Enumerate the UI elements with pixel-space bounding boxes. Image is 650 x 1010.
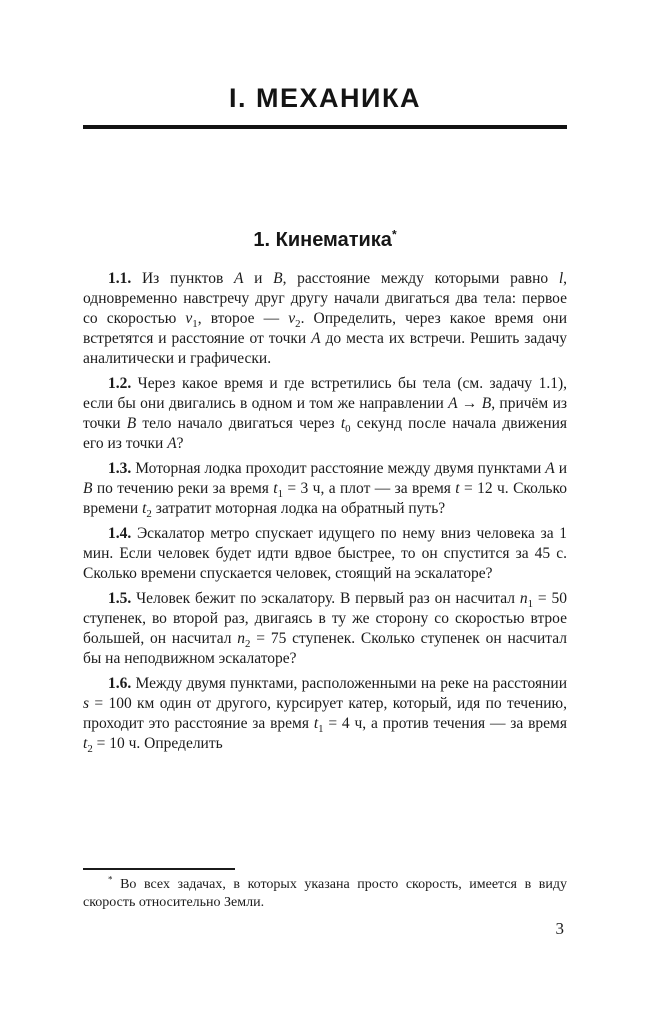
chapter-title: I. МЕХАНИКА — [229, 83, 421, 113]
footnote-body: Во всех задачах, в которых указана просто скорость, имеется в виду скорость относительно Земли. — [83, 876, 567, 910]
problem-1-4 — [83, 524, 567, 584]
problem-1-5 — [83, 589, 567, 669]
problems-list — [83, 269, 567, 754]
footnote-divider-rule — [83, 868, 235, 870]
problem-text: Моторная лодка проходит расстояние между двумя пунктами A и B по течению реки за время $t_1 = 3$ ч, а плот — за время t = 12 ч. Сколько времени $t_2$ затратит моторная лодка на обратный путь? — [83, 460, 568, 521]
problem-number: 1.1. — [108, 270, 132, 287]
footnote-marker: * — [108, 873, 113, 884]
problem-text: Из пунктов A и B, расстояние между которыми равно l, одновременно навстречу друг другу начали двигаться два тела: первое со скоростью $v_1$, второе — $v_2$. Определить, через какое время они встретятся и расстояние от точки A до места их встречи. Решить задачу аналитически и графически. — [83, 270, 568, 367]
footnote-text — [83, 873, 567, 913]
problem-1-6 — [83, 674, 567, 754]
section-footnote-marker: * — [391, 227, 397, 242]
section-title — [0, 228, 650, 252]
problem-text: Человек бежит по эскалатору. В первый раз он насчитал $n_1 = 50$ ступенек, во второй раз, двигаясь в ту же сторону со скоростью втрое большей, он насчитал $n_2 = 75$ ступенек. Сколько ступенек он насчитал бы на неподвижном эскалаторе? — [83, 590, 568, 667]
problem-1-3 — [83, 459, 567, 519]
problem-text: Эскалатор метро спускает идущего по нему вниз человека за 1 мин. Если человек будет идти вдвое быстрее, то он спустится за 45 с. Сколько времени спускается человек, стоящий на эскалаторе? — [83, 525, 568, 582]
problem-number: 1.6. — [108, 675, 132, 692]
problem-number: 1.4. — [108, 525, 132, 542]
footnote-block — [83, 862, 567, 913]
problem-number: 1.2. — [108, 375, 132, 392]
problem-text: Через какое время и где встретились бы тела (см. задачу 1.1), если бы они двигались в одном и том же направлении A → B, причём из точки B тело начало двигаться через $t_0$ секунд после начала движения его из точки A? — [83, 375, 567, 452]
problem-number: 1.3. — [108, 460, 132, 477]
problem-text: Между двумя пунктами, расположенными на реке на расстоянии s = 100 км один от другого, курсирует катер, который, идя по течению, проходит это расстояние за время $t_1 = 4$ ч, а против течения — за время $t_2 = 10$ ч. Определить — [83, 675, 568, 756]
chapter-divider-rule — [83, 125, 567, 129]
problem-number: 1.5. — [108, 590, 132, 607]
section-title-text: 1. Кинематика — [253, 229, 392, 251]
page-number: 3 — [550, 919, 565, 939]
problem-1-1 — [83, 269, 567, 369]
problem-1-2 — [83, 374, 567, 454]
